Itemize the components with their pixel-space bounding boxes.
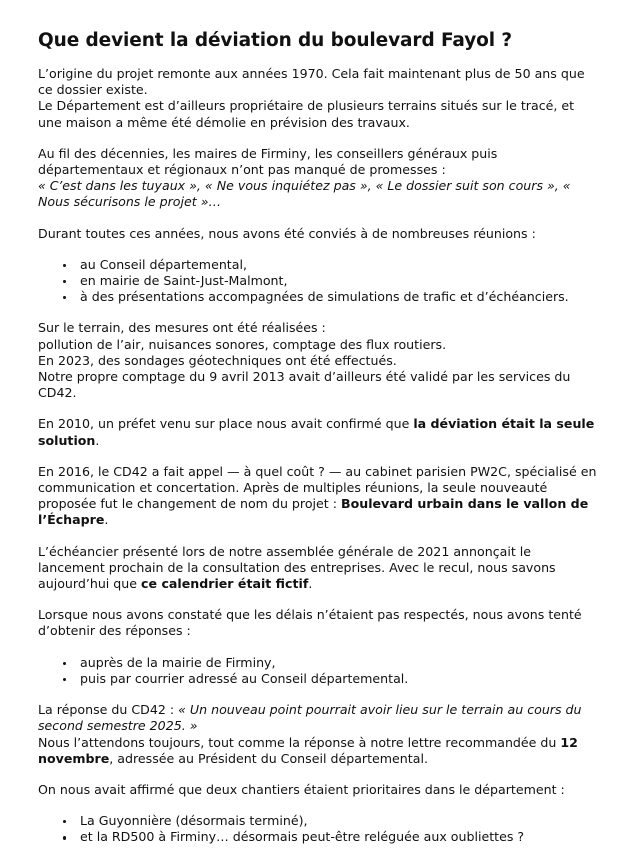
list-chantiers (38, 813, 597, 845)
paragraph-reunions-intro (38, 226, 597, 242)
list-reunions (38, 257, 597, 306)
list-item: à des présentations accompagnées de simulations de trafic et d’échéanciers. (38, 289, 597, 305)
list-item: auprès de la mairie de Firminy, (38, 655, 597, 671)
paragraph-line: On nous avait affirmé que deux chantiers étaient prioritaires dans le département : (38, 781, 565, 797)
paragraph-line: pollution de l’air, nuisances sonores, comptage des flux routiers. (38, 336, 447, 352)
paragraph-origine (38, 66, 597, 131)
quote-reponse-cd42: « Un nouveau point pourrait avoir lieu sur le terrain au cours du second semestre 2025. » (38, 702, 582, 734)
paragraph-text: La réponse du CD42 : (38, 702, 179, 718)
emphasis-calendrier-fictif: ce calendrier était fictif (141, 576, 309, 592)
paragraph-line: Lorsque nous avons constaté que les délais n’étaient pas respectés, nous avons tenté d’obtenir des réponses : (38, 607, 582, 639)
list-item: puis par courrier adressé au Conseil départemental. (38, 671, 597, 687)
list-item: au Conseil départemental, (38, 257, 597, 273)
paragraph-mesures-terrain (38, 320, 597, 401)
quote-promesses (38, 178, 597, 210)
paragraph-text: . (104, 512, 109, 528)
list-item: et la RD500 à Firminy… désormais peut-être reléguée aux oubliettes ? (38, 829, 597, 845)
paragraph-pw2c-2016 (38, 464, 597, 529)
list-item: La Guyonnière (désormais terminé), (38, 813, 597, 829)
paragraph-prefet-2010 (38, 416, 597, 448)
paragraph-text: . (95, 432, 100, 448)
paragraph-text: L’échéancier présenté lors de notre assemblée générale de 2021 annonçait le lancement prochain de la consultation des entreprises. Avec le recul, nous savons aujourd’hui que (38, 543, 556, 592)
paragraph-text: Nous l’attendons toujours, tout comme la réponse à notre lettre recommandée du (38, 734, 561, 750)
paragraph-reponse-cd42 (38, 702, 597, 767)
page-title: Que devient la déviation du boulevard Fayol ? (38, 30, 512, 51)
emphasis-seule-solution: la déviation était la seule solution (38, 416, 595, 448)
paragraph-line: Au fil des décennies, les maires de Firminy, les conseillers généraux puis départementaux et régionaux n’ont pas manqué de promesses : (38, 145, 498, 178)
paragraph-text: En 2010, un préfet venu sur place nous avait confirmé que (38, 416, 414, 432)
list-item: en mairie de Saint-Just-Malmont, (38, 273, 597, 289)
paragraph-promesses (38, 146, 597, 211)
list-demarches-reponses (38, 655, 597, 687)
emphasis-date-12-novembre: 12 novembre (38, 734, 578, 766)
quote-italic-text: « C’est dans les tuyaux », « Ne vous inquiétez pas », « Le dossier suit son cours », « Nous sécurisons le projet »… (38, 178, 571, 210)
paragraph-text: . (308, 576, 313, 592)
paragraph-line: Durant toutes ces années, nous avons été conviés à de nombreuses réunions : (38, 225, 536, 241)
paragraph-line: Le Département est d’ailleurs propriétaire de plusieurs terrains situés sur le tracé, et une maison a même été démolie en prévision des travaux. (38, 98, 575, 130)
paragraph-line: Sur le terrain, des mesures ont été réalisées : (38, 320, 326, 336)
paragraph-text: En 2016, le CD42 a fait appel — à quel coût ? — au cabinet parisien PW2C, spécialisé en communication et concertation. Après de multiples réunions, la seule nouveauté proposée fut le changement de nom du projet : (38, 463, 597, 512)
paragraph-echeancier-2021 (38, 544, 597, 593)
emphasis-nouveau-nom-projet: Boulevard urbain dans le vallon de l’Échapre (38, 496, 589, 528)
paragraph-line: En 2023, des sondages géotechniques ont été effectués. (38, 352, 397, 368)
paragraph-delais-non-respectes (38, 607, 597, 639)
paragraph-line: Notre propre comptage du 9 avril 2013 avait d’ailleurs été validé par les services du CD42. (38, 369, 571, 401)
paragraph-line: L’origine du projet remonte aux années 1970. Cela fait maintenant plus de 50 ans que ce dossier existe. (38, 66, 585, 98)
paragraph-text: , adressée au Président du Conseil départemental. (109, 750, 428, 766)
paragraph-chantiers-prioritaires (38, 782, 597, 798)
